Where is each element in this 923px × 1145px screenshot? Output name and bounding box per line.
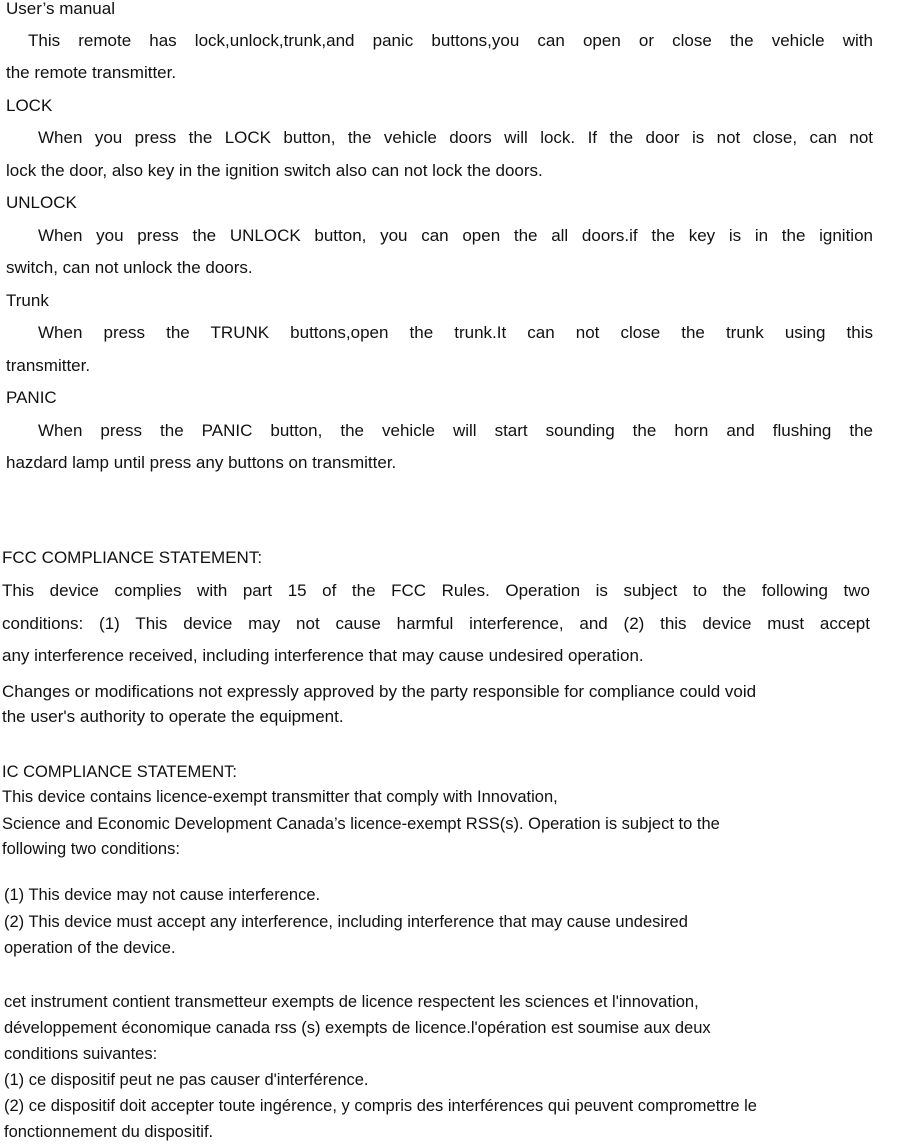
fcc-line-1: This device complies with part 15 of the FCC Rules. Operation is subject to the following two <box>2 581 870 600</box>
ic-heading: IC COMPLIANCE STATEMENT: <box>2 763 237 781</box>
unlock-heading: UNLOCK <box>6 193 77 212</box>
lock-line-1: When you press the LOCK button, the vehicle doors will lock. If the door is not close, can not <box>38 128 873 147</box>
fcc-changes-line-2: the user's authority to operate the equipment. <box>2 707 344 726</box>
fcc-changes-line-1: Changes or modifications not expressly approved by the party responsible for compliance could void <box>2 682 757 701</box>
ic-french-line-6: fonctionnement du dispositif. <box>4 1123 214 1141</box>
fcc-line-2: conditions: (1) This device may not cause harmful interference, and (2) this device must accept <box>2 614 870 633</box>
lock-line-2: lock the door, also key in the ignition switch also can not lock the doors. <box>6 161 543 180</box>
unlock-line-2: switch, can not unlock the doors. <box>6 258 253 277</box>
ic-french-line-2: développement économique canada rss (s) exempts de licence.l'opération est soumise aux deux <box>4 1019 711 1037</box>
trunk-heading: Trunk <box>6 291 49 310</box>
intro-line-2: the remote transmitter. <box>6 63 177 82</box>
ic-line-3: following two conditions: <box>2 840 180 858</box>
trunk-line-1: When press the TRUNK buttons,open the trunk.It can not close the trunk using this <box>38 323 873 342</box>
ic-condition-2-line-1: (2) This device must accept any interference, including interference that may cause undesired <box>4 913 688 931</box>
unlock-line-1: When you press the UNLOCK button, you can open the all doors.if the key is in the ignition <box>38 226 873 245</box>
fcc-line-3: any interference received, including interference that may cause undesired operation. <box>2 646 644 665</box>
trunk-line-2: transmitter. <box>6 356 91 375</box>
ic-line-1: This device contains licence-exempt transmitter that comply with Innovation, <box>2 788 558 806</box>
fcc-heading: FCC COMPLIANCE STATEMENT: <box>2 548 263 567</box>
panic-heading: PANIC <box>6 388 57 407</box>
ic-french-line-3: conditions suivantes: <box>4 1045 158 1063</box>
intro-line-1: This remote has lock,unlock,trunk,and panic buttons,you can open or close the vehicle with <box>28 31 873 50</box>
panic-line-1: When press the PANIC button, the vehicle will start sounding the horn and flushing the <box>38 421 873 440</box>
ic-line-2: Science and Economic Development Canada’s licence-exempt RSS(s). Operation is subject to the <box>2 815 720 833</box>
panic-line-2: hazdard lamp until press any buttons on transmitter. <box>6 453 397 472</box>
ic-condition-1: (1) This device may not cause interference. <box>4 886 321 904</box>
manual-title: User’s manual <box>6 0 115 18</box>
ic-french-line-1: cet instrument contient transmetteur exempts de licence respectent les sciences et l'innovation, <box>4 993 699 1011</box>
lock-heading: LOCK <box>6 96 53 115</box>
ic-condition-2-line-2: operation of the device. <box>4 939 176 957</box>
ic-french-line-5: (2) ce dispositif doit accepter toute ingérence, y compris des interférences qui peuvent compromettre le <box>4 1097 757 1115</box>
ic-french-line-4: (1) ce dispositif peut ne pas causer d'interférence. <box>4 1071 369 1089</box>
